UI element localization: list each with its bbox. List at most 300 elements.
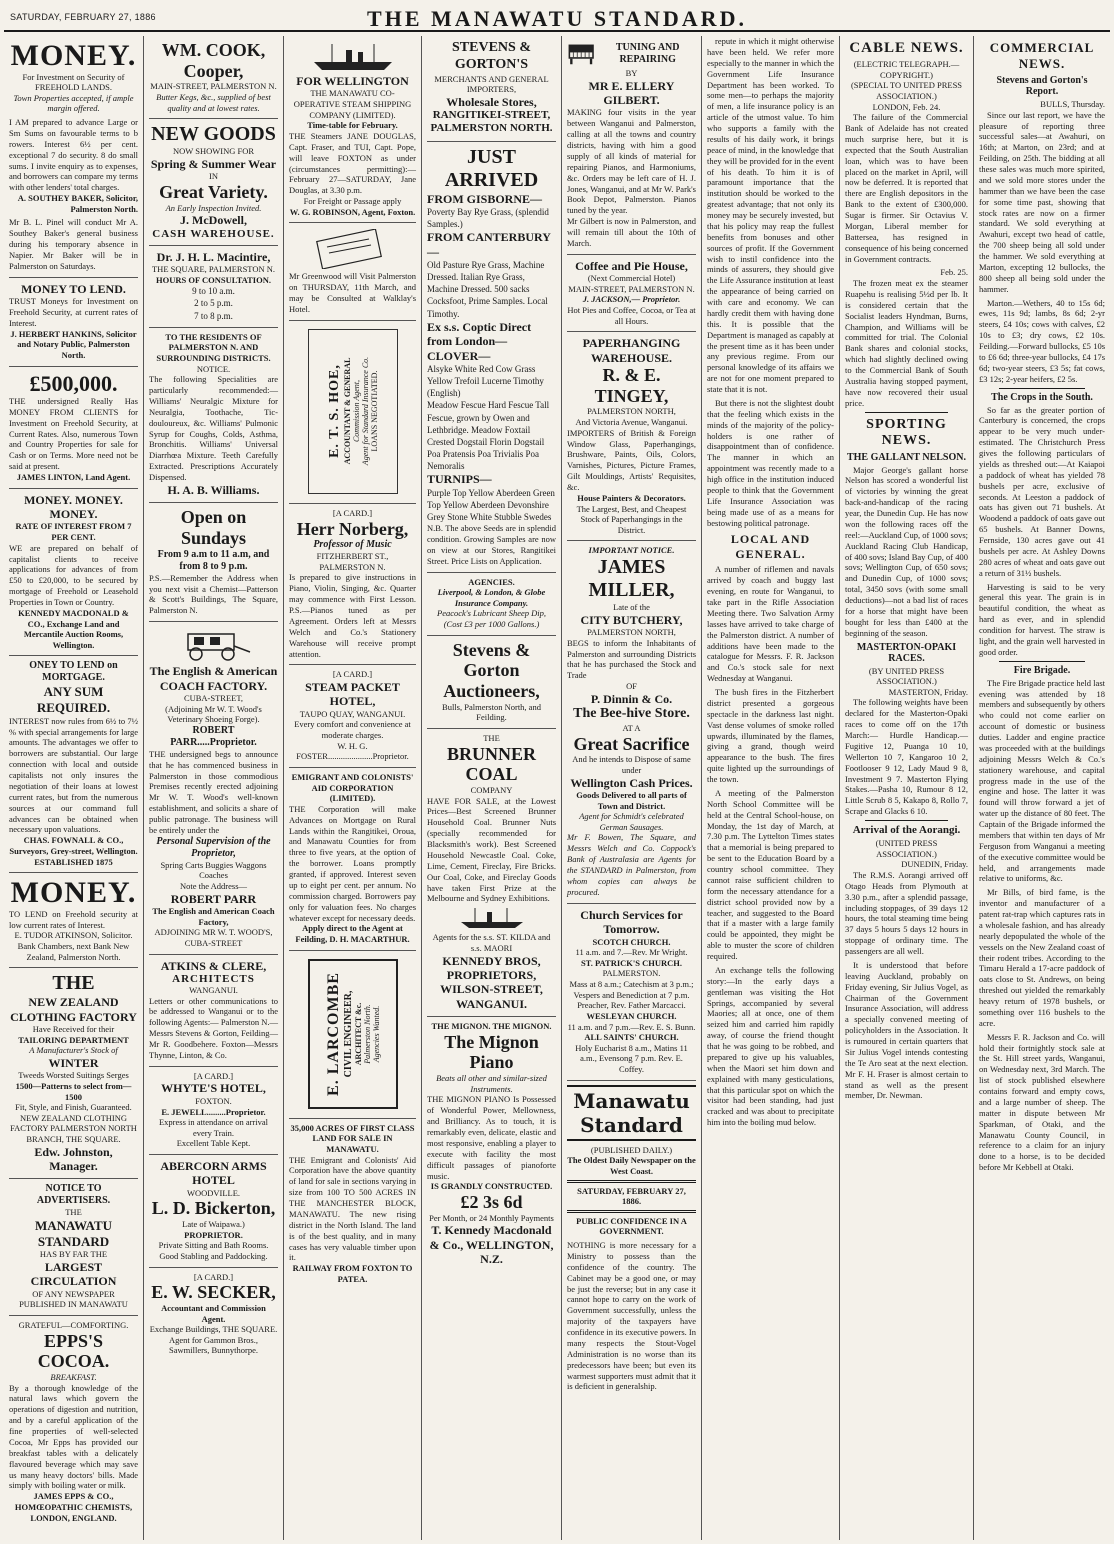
- masthead: [4, 2, 1110, 32]
- ad-line: Private Sitting and Bath Rooms. Good Stabling and Paddocking.: [158, 1240, 269, 1261]
- section-heading: Church Services for Tomorrow.: [580, 907, 683, 937]
- editorial-headline: PUBLIC CONFIDENCE IN A GOVERNMENT.: [576, 1215, 687, 1237]
- ad-body: HAVE FOR SALE, at the Lowest Prices—Best Screened Brunner Household Coal. Brunner Nuts (specially recommended for Blacksmith's work). Best Screened Household Newcastle Coal. Coke, Lime, Cement, Fireclay, Fire Bricks. Our Coal, Coke, and Fireclay Goods have taken First Prize at the Melbourne and Sydney Exhibitions.: [427, 795, 556, 904]
- ad-line: L. D. Bickerton,: [151, 1198, 276, 1219]
- divider: [999, 661, 1085, 662]
- ad-vertical-text: [327, 357, 379, 465]
- ad-heading: AGENCIES.: [468, 576, 515, 587]
- ad-line: Old Pasture Rye Grass, Machine Dressed. Italian Rye Grass, Machine Dressed. 500 sacks Cocksfoot, Prime Samples. Local Timothy.: [427, 260, 548, 319]
- divider: [567, 1180, 696, 1183]
- ad-tingey: [567, 332, 696, 541]
- column-6: [702, 36, 840, 1540]
- ad-secker: [149, 1268, 278, 1361]
- coach-illustration: [174, 628, 254, 662]
- ad-line: Agencies Wanted.: [371, 1005, 381, 1063]
- ad-paper-name: MANAWATU STANDARD: [34, 1218, 113, 1249]
- ad-signature: J. HERBERT HANKINS, Solicitor and Notary Public, Palmerston North.: [10, 328, 137, 361]
- ad-heading: NOTICE TO ADVERTISERS.: [36, 1183, 111, 1207]
- ad-vertical-box: [308, 959, 398, 1109]
- ad-mignon-piano: [427, 1017, 556, 1271]
- divider: [865, 412, 948, 413]
- ad-line: [A CARD.]: [193, 1271, 234, 1282]
- ad-line: HAS BY FAR THE: [39, 1249, 108, 1260]
- ad-line: RANGITIKEI-STREET, PALMERSTON NORTH.: [430, 109, 553, 135]
- section-heading-commercial: COMMERCIAL NEWS.: [989, 40, 1095, 71]
- ad-signature: H. A. B. Williams.: [167, 482, 260, 497]
- ad-heading: STEVENS & GORTON'S: [452, 40, 531, 72]
- ad-line: 9 to 10 a.m.: [192, 286, 235, 297]
- dateline: MASTERTON, Friday.: [888, 686, 968, 697]
- ad-line: PALMERSTON NORTH,: [587, 627, 676, 638]
- sub-heading: Arrival of the Aorangi.: [852, 824, 961, 836]
- ad-james-miller: [567, 541, 696, 903]
- news-paragraph: Major George's gallant horse Nelson has scored a wonderful list of victories by winning the great back-and-handicap of the racing year, the Dunedin Cup. He has now won the following races off the reel:—Auckland Cup, of 1000 sovs; Auckland Racing Club Handicap, of 400 sovs; Island Bay Cup, of 400 sovs; Wellington Cup, of 650 sovs; and Dunedin Cup, of 1000 sovs; total, 3450 sovs (with some small deductions)—not a bad list of races for a horse that might have been bought for less than £400 at the beginning of the season.: [845, 464, 968, 638]
- ad-line: ARCHITECTS: [172, 972, 255, 985]
- ad-steam-shipping: [289, 36, 416, 223]
- ad-signature: A. SOUTHEY BAKER, Solicitor, Palmerston North.: [17, 193, 138, 214]
- column-3: [284, 36, 422, 1540]
- ad-heading: MONEY TO LEND.: [21, 281, 126, 296]
- dateline: BULLS, Thursday.: [1040, 99, 1105, 109]
- ad-line: Note the Address—: [179, 881, 248, 892]
- ad-body: THE Corporation will make Advances on Mortgage on Rural Lands within the Rangitikei, Oroua, and Manawatu Counties for from three to five years, at the option of the borrower. Loans promptly granted, if approved. Interest seven up to eight per cent. per annum. No commission charged. Borrowers pay only for valuation fees. No charges whatever except for necessary deeds.: [289, 803, 416, 923]
- ad-body: TO LEND on Freehold security at low current rates of Interest.: [9, 908, 138, 930]
- ad-money-to-lend-hankins: [9, 278, 138, 367]
- divider: [865, 820, 948, 821]
- ad-heading: PAPERHANGING WAREHOUSE.: [582, 336, 681, 365]
- news-paragraph: So far as the greater portion of Canterbury is concerned, the crops appear to be very much under-estimated. The Christchurch Press gives the following particulars of yields as threshed out:—At Kaiapoi a paddock of wheat has yielded 78 bushels per acre, exclusive of seconds. At Leeston a paddock of oats has given out 71 bushels. At Woodend a paddock of oats gave out 65 bushels. At Banner Downs, Fernside, 130 acres gave out 41 bushels per acre. At Ashley Downs 280 acres of wheat and oats gave out a return of 31½ bushels.: [979, 404, 1105, 578]
- ad-body: THE Emigrant and Colonists' Aid Corporation have the above quantity of land for sale in sections varying in size from 100 TO 500 ACRES IN THE MANCHESTER BLOCK, MANAWATU. The new rising district in the North Island. The land is of the best quality, and in many cases has very valuable timber upon it.: [289, 1154, 416, 1263]
- church-name: ST. PATRICK'S CHURCH.: [580, 957, 683, 968]
- dateline: (ELECTRIC TELEGRAPH.—COPYRIGHT.): [853, 59, 960, 80]
- ad-whytes-hotel: [149, 1067, 278, 1155]
- ad-heading: Coffee and Pie House,: [575, 258, 688, 273]
- ad-body: IMPORTERS of British & Foreign Window Glass, Paperhangings, Brushware, Paints, Oils, Colors, Varnishes, Pictures, Picture Frames, Gilt Mouldings, Artists' Requisites, &c.: [567, 427, 696, 493]
- sub-heading: THE GALLANT NELSON.: [846, 451, 966, 463]
- steamship-illustration: [308, 42, 398, 72]
- ad-heading: ABERCORN ARMS HOTEL: [160, 1159, 267, 1188]
- ad-heading: MONEY.: [10, 876, 137, 910]
- ad-greenwood: [289, 223, 416, 321]
- ad-stevens-gorton: [427, 36, 556, 142]
- ad-line: And Victoria Avenue, Wanganui.: [575, 417, 688, 428]
- ad-brunner-coal: [427, 729, 556, 1017]
- ad-heading: The Mignon Piano: [444, 1031, 539, 1073]
- ad-line: Agent for Schmidt's celebrated German Sausages.: [579, 811, 684, 832]
- ad-hoe: [289, 321, 416, 504]
- column-8: [974, 36, 1110, 1540]
- ad-williams-chemist: [149, 328, 278, 504]
- ad-heading: FOR WELLINGTON: [296, 74, 409, 88]
- sub-heading: The Crops in the South.: [991, 391, 1093, 403]
- ad-line: THE: [483, 732, 500, 743]
- ad-body: By a thorough knowledge of the natural laws which govern the operations of digestion and nutrition, and by a careful application of the fine properties of well-selected Cocoa, Mr Epps has provided our breakfast tables with a delicately flavoured beverage which may save us many heavy doctors' bills. Made simply with boiling water or milk.: [9, 1382, 138, 1491]
- ad-line: FITZHERBERT ST., PALMERSTON N.: [316, 551, 389, 572]
- dateline: LONDON, Feb. 24.: [872, 101, 941, 112]
- ad-line: Ex s.s. Coptic Direct from London—: [427, 319, 532, 349]
- sub-heading: MASTERTON-OPAKI RACES.: [856, 641, 957, 664]
- ad-heading: Dr. J. H. L. Macintire,: [156, 249, 271, 264]
- paper-frequency: (PUBLISHED DAILY.): [590, 1144, 673, 1155]
- ad-line: Butter Kegs, &c., supplied of best quality and at lowest rates.: [156, 92, 271, 113]
- ad-line: [A CARD.]: [332, 669, 373, 680]
- ad-line: The Bee-hive Store.: [573, 706, 690, 722]
- ad-vertical-box: [308, 329, 398, 494]
- ad-heading: EPPS'S COCOA.: [37, 1330, 110, 1372]
- ad-body: Mr Greenwood will Visit Palmerston on THURSDAY, 11th March, and may be Consulted at Walklay's Hotel.: [289, 271, 416, 315]
- ad-heading: E. W. SECKER,: [151, 1282, 276, 1303]
- ad-body: N.B. The above Seeds are in splendid condition. Growing Samples are now on view at our Stores, Rangitikei Street. Price Lists on Application.: [427, 523, 556, 566]
- ad-line: Late of the: [613, 602, 650, 613]
- local-general-news: [707, 564, 834, 1128]
- ad-line: The English and American Coach Factory,: [152, 906, 275, 927]
- ad-line: Bulls, Palmerston North, and Feilding.: [442, 701, 541, 723]
- ad-nz-clothing-factory: [9, 968, 138, 1179]
- ad-body: BEGS to inform the Inhabitants of Palmerston and surrounding Districts that he has purchased the Stock and Trade: [567, 637, 696, 681]
- church-times: 11 a.m. and 7.—Rev. Mr Wright.: [575, 947, 688, 958]
- ad-line: LOANS NEGOTIATED.: [369, 370, 379, 452]
- ad-the: THE: [52, 972, 95, 995]
- ad-heading: NEW GOODS: [151, 123, 276, 146]
- news-paragraph: The failure of the Commercial Bank of Adelaide has not created much surprise here, but it is expected that the South Australian loan, which was to have been placed on the market in April, will now be deferred. It is reported that there are English depositors in the Bank to the extent of £300,000. Sugar is firmer. Sir Octavius V. Morgan, Liberal member for Battersea, has resigned in consequence of his being concerned in Government contracts.: [845, 112, 968, 264]
- ad-35000-acres: [289, 1119, 416, 1290]
- ad-line: Wholesale Stores,: [446, 94, 537, 109]
- piano-icon: [567, 40, 595, 68]
- ad-line: THE MIGNON. THE MIGNON.: [431, 1021, 552, 1032]
- ad-line: RAILWAY FROM FOXTON TO PATEA.: [292, 1263, 413, 1284]
- ad-line: Peacock's Lubricant Sheep Dip, (Cost £3 per 1000 Gallons.): [437, 608, 546, 630]
- ad-heading: STEAM PACKET HOTEL,: [305, 680, 400, 709]
- ad-line: Late of Waipawa.): [182, 1219, 245, 1230]
- column-5: [562, 36, 702, 1540]
- news-paragraph: An exchange tells the following story:—In the early days a gentleman was visiting the Hot Springs, accompanied by several Maories; all at once, one of them seized him and carried him rapidly away, of course the friend thought that he was going to be robbed, and prepared to give up his valuables, when the Maori set him down and explained with many gesticulations, that this particular spot on which the visitor had been standing, had just cracked and was about to precipitate him into the boiling mud below.: [707, 964, 834, 1128]
- ad-heading: BRUNNER COAL: [446, 743, 536, 785]
- news-paragraph: The Fire Brigade practice held last evening was attended by 18 members and subsequently by others who could not come earlier on account of domestic or business duties. Ladder and engine practice was proceeded with at the buildings adjoining Messrs Welch & Co.'s stationery warehouse, and capital progress made in the use of the engine and hose. The latter it was found will throw forward a jet of water up the distance of 80 feet. The Captain of the Brigade informed the members that within ten days of Mr Ferguson from Wanganui a meeting of the executive committee would be held, and arrangements made relative to uniforms, &c.: [979, 677, 1105, 884]
- ad-signature: KENNEDY MACDONALD & CO., Exchange Land and Mercantile Auction Rooms, Wellington.: [18, 607, 129, 650]
- ad-line: Accountant and Commission Agent.: [161, 1302, 266, 1324]
- ad-line: THE MANAWATU CO-OPERATIVE STEAM SHIPPING COMPANY (LIMITED).: [293, 88, 412, 120]
- ad-line: Goods Delivered to all parts of Town and District.: [576, 789, 687, 811]
- ad-rate: RATE OF INTEREST FROM 7 PER CENT.: [15, 521, 132, 543]
- ad-line: House Painters & Decorators.: [577, 492, 686, 503]
- ad-line: ARCHITECT &c.: [353, 1002, 363, 1065]
- ad-line: CASH WAREHOUSE.: [152, 227, 275, 240]
- ad-line: CLOVER—: [427, 348, 491, 363]
- ad-wm-cook: [149, 36, 278, 119]
- ad-heading: MR E. ELLERY GILBERT.: [588, 78, 675, 108]
- ad-line: HOURS OF CONSULTATION.: [155, 274, 271, 285]
- news-paragraph: The frozen meat ex the steamer Ruapehu is realising 5½d per lb. It is considered certain that the Socialist leaders Hyndman, Burns, Champion, and Williams will be committed for trial. The Colonial Bank shares and colonial stocks, which had slightly declined owing to the Commercial Bank of South Australia having stopped payment, have now recovered their usual price.: [845, 278, 968, 408]
- news-paragraph: The following weights have been declared for the Masterton-Opaki races to come off on the 17th March:— Hurdle Handicap.—Fugitive 12, Puanga 10 10, Wellerton 10 7, Kangaroo 10 2, Footlooser 9 12, Lady Maud 9 8, Investment 9 7. Masterton Flying Stakes.—Pasha 10, Rumour 8 12, Little Scrub 8 5, Kakapo 8, Rollo 7, Scrape and Glacks 6 10.: [845, 697, 968, 817]
- ad-heading: Open on Sundays: [180, 507, 247, 548]
- ad-line: PALMERSTON NORTH,: [587, 406, 676, 417]
- ad-line: NEW ZEALAND CLOTHING FACTORY PALMERSTON NORTH BRANCH, THE SQUARE.: [10, 1112, 137, 1145]
- ad-line: TAUPO QUAY, WANGANUI.: [299, 708, 406, 719]
- ad-line: Mr F. Bowen, The Square, and Messrs Welch and Co. Coppock's Bank of Australasia are Agents for the STANDARD in Palmerston, from whom copies can always be procured.: [567, 832, 696, 897]
- column-1: [4, 36, 144, 1540]
- ad-line: Mr Gilbert is now in Palmerston, and will remain till about the 10th of March.: [567, 216, 696, 248]
- ad-line: TAILORING DEPARTMENT: [18, 1034, 129, 1045]
- masthead-title: THE MANAWATU STANDARD.: [367, 6, 747, 31]
- ad-new-goods: [149, 119, 278, 245]
- ad-line: Express in attendance on arrival every Train.: [158, 1117, 269, 1138]
- editorial-continued: [707, 36, 834, 528]
- dateline: (SPECIAL TO UNITED PRESS ASSOCIATION.): [850, 80, 963, 101]
- ad-signature: E. TUDOR ATKINSON, Solicitor. Bank Chambers, next Bank New Zealand, Palmerston North.: [14, 930, 133, 962]
- ad-heading: TO THE RESIDENTS OF PALMERSTON N. AND SURROUNDING DISTRICTS.: [156, 331, 271, 363]
- commercial-report: [979, 110, 1105, 385]
- ad-signature: Edw. Johnston, Manager.: [34, 1144, 113, 1174]
- ad-heading: JAMES MILLER,: [588, 556, 675, 602]
- ad-line: 1500—Patterns to select from—1500: [15, 1080, 132, 1102]
- ad-line: Fit, Style, and Finish, Guaranteed.: [15, 1102, 132, 1113]
- ad-body: MAKING four visits in the year between Wanganui and Palmerston, calling at all the towns and country districts, having with him a good supply of all kinds of material for repairing Pianos, and Harmoniums, &c. Orders may be left care of H. J. Jones, Wanganui, and at Mr W. Park's Book Depot, Palmerston. Pianos tuned by the year.: [567, 107, 696, 216]
- ad-line: Every comfort and convenience at moderate charges.: [294, 719, 411, 741]
- ad-line: Purple Top Yellow Aberdeen Green Top Yellow Aberdeen Devonshire Grey Stone White Stubble Swedes: [427, 487, 555, 522]
- ad-line: Professor of Music: [313, 539, 392, 551]
- ad-body: I AM prepared to advance Large or Sm Sums on favourable terms to b rowers. Interest 6½ per cent. exceptional 7 do security. 8 do small sums. I invite enquiry as to expenses, and borrowers can compare my terms with other lenders' total charges.: [9, 117, 138, 193]
- ad-heading: £500,000.: [29, 370, 118, 396]
- ad-atkins-clere: [149, 955, 278, 1067]
- ad-line: (Next Commercial Hotel): [587, 273, 676, 284]
- church-name: WESLEYAN CHURCH.: [586, 1010, 677, 1021]
- race-weights: [845, 697, 968, 817]
- church-times: 11 a.m. and 7 p.m.—Rev. E. S. Bunn.: [567, 1021, 696, 1032]
- ad-line: An Early Inspection Invited.: [165, 202, 262, 213]
- column-2: [144, 36, 284, 1540]
- editorial-body: NOTHING is more necessary for a Ministry to possess than the confidence of the country. The Cabinet may be a good one, or may be just the reverse; but in any case it cannot hope to carry on the work of Government successfully, unless the majority of the taxpayers have confidence in its executive powers. In many respects the Stout-Vogel Administration is no worse than its predecessors have been; but even its warmest supporters must admit that it is deficient in generalship.: [567, 1240, 696, 1392]
- ad-signature: ROBERT PARR.....Proprietor.: [170, 724, 257, 748]
- ad-line: Time-table for February.: [307, 120, 398, 131]
- ad-line: GRATEFUL—COMFORTING.: [18, 1319, 129, 1330]
- ad-line: For Freight or Passage apply: [303, 196, 402, 207]
- ad-piano-tuning: [567, 36, 696, 255]
- ad-line: OF: [626, 681, 637, 692]
- dateline: (UNITED PRESS ASSOCIATION.): [875, 838, 938, 859]
- ad-line: LARGEST CIRCULATION: [30, 1259, 117, 1289]
- ad-notice-to-advertisers: [9, 1179, 138, 1315]
- ad-heading: WM. COOK, Cooper,: [161, 40, 266, 81]
- ad-heading: Herr Norberg,: [296, 518, 409, 539]
- newspaper-page: [4, 2, 1110, 1542]
- ad-signature: JAMES LINTON, Land Agent.: [16, 472, 131, 483]
- ad-signature: JAMES EPPS & CO., HOMŒOPATHIC CHEMISTS, LONDON, ENGLAND.: [14, 1491, 133, 1523]
- ad-mortgage: [9, 656, 138, 873]
- paper-tagline: The Oldest Daily Newspaper on the West Coast.: [567, 1155, 696, 1176]
- ad-body: THE Steamers JANE DOUGLAS, Capt. Fraser, and TUI, Capt. Pope, will leave FOXTON as under (circumstances permitting):— February 27—SATURDAY, Jane Douglas, at 3.30 p.m.: [289, 130, 416, 196]
- ad-line: 2 to 5 p.m.: [194, 298, 233, 309]
- ad-line: TURNIPS—: [427, 472, 492, 487]
- ad-signature: KENNEDY BROS, PROPRIETORS, WILSON-STREET, WANGANUI.: [440, 953, 543, 1011]
- ad-money-kennedy: [9, 489, 138, 657]
- ad-epps-cocoa: [9, 1316, 138, 1528]
- ad-line: Exchange Buildings, THE SQUARE.: [149, 1324, 278, 1335]
- ad-line: Per Month, or 24 Monthly Payments: [429, 1212, 554, 1223]
- ad-line: R. & E. TINGEY,: [594, 365, 669, 406]
- ad-signature: J. JACKSON,— Proprietor.: [582, 294, 681, 305]
- ad-heading: E. T. S. HOE,: [326, 364, 342, 459]
- ad-line: CUBA-STREET,: [183, 692, 244, 703]
- ad-line: (Adjoining Mr W. T. Wood's Veterinary Shoeing Forge).: [165, 703, 262, 725]
- section-heading-local: LOCAL AND GENERAL.: [730, 532, 811, 562]
- ad-line: BREAKFAST.: [50, 1371, 97, 1382]
- ad-line: 7 to 8 p.m.: [194, 310, 233, 321]
- ad-body: THE undersigned Really Has MONEY FROM CLIENTS for Investment on Freehold Security, at Current Rates. Also, numerous Town and Country Properties for sale for Cash or on Terms. More need not be said at present.: [9, 395, 138, 472]
- news-paragraph: It is understood that before leaving Auckland, probably on Friday evening, Sir Julius Vogel, as Chairman of the Government Insurance Association, will address a specially convened meeting of policyholders in the Association. It is rumoured in certain quarters that Sir Julius Vogel intends contesting the Te Aro seat at the next election. Mr F. H. Fraser is almost certain to stand as well as the present member, Dr. Newman.: [845, 959, 968, 1101]
- ad-heading: The English & American COACH FACTORY.: [149, 664, 278, 693]
- ad-line: CIVIL ENGINEER,: [342, 990, 354, 1078]
- ad-line: ACCOUNTANT & GENERAL: [342, 357, 352, 465]
- ad-line: TUNING AND REPAIRING: [615, 42, 680, 65]
- ad-heading: EMIGRANT AND COLONISTS' AID CORPORATION (LIMITED).: [291, 771, 414, 804]
- ad-subheading: For Investment on Security of FREEHOLD LANDS.: [22, 71, 125, 93]
- steamship-illustration: [457, 906, 527, 930]
- ad-line: ROBERT PARR: [170, 891, 257, 906]
- ad-line: COMPANY: [470, 784, 513, 795]
- ad-body: THE undersigned begs to announce that he has commenced business in Palmerston in those commodious Premises recently erected adjoining Mr W. T. Wood's well-known establishment, and solicits a share of public patronage. The business will be entirely under the: [149, 748, 278, 835]
- ad-money-baker: [9, 36, 138, 278]
- ad-line: [A CARD.]: [193, 1070, 234, 1081]
- church-location: PALMERSTON.: [602, 968, 661, 979]
- ad-heading: JUST ARRIVED: [444, 145, 539, 191]
- ad-line: WOODVILLE.: [186, 1187, 241, 1198]
- ad-line: And he intends to Dispose of same under: [572, 754, 691, 775]
- ad-vertical-text: [325, 972, 381, 1096]
- ad-line: BY: [625, 68, 638, 78]
- ad-body: Is prepared to give instructions in Piano, Violin, Singing, &c. Quarter may commence with First Lesson. P.S.—Pianos tuned as per Agreement. Orders left at Messrs Welch and Co.'s Stationery Warehouse will receive prompt attention.: [289, 572, 416, 659]
- ad-line: NOTICE.: [196, 363, 231, 374]
- news-paragraph: Harvesting is said to be very general this year. The grain is in beautiful condition, the wheat as hard as ever, and in splendid condition for harvest. The straw is light, and the grain well harvested in good order.: [979, 581, 1105, 657]
- ad-heading: 35,000 ACRES OF FIRST CLASS LAND FOR SALE IN MANAWATU.: [290, 1122, 415, 1154]
- news-paragraph: The bush fires in the Fitzherbert district presented a gorgeous spectacle in the darkness last night. Vast dense volumes of smoke rolled upwards, illuminated by the flames, giving a grand, though weird appearance to the bush. The fires quite lighted up the surroundings of the town.: [707, 687, 834, 784]
- church-name: SCOTCH CHURCH.: [592, 936, 671, 947]
- ad-line: NOW SHOWING FOR: [172, 146, 255, 157]
- column-4: [422, 36, 562, 1540]
- ad-agencies: [427, 573, 556, 636]
- paper-nameplate: Manawatu Standard: [567, 1085, 696, 1141]
- dateline: (BY UNITED PRESS ASSOCIATION.): [868, 665, 945, 687]
- cable-news: [845, 112, 968, 408]
- news-paragraph: A meeting of the Palmerston North School Committee will be held at the Central School-house, on Monday, the 1st day of March, at 7.30 p.m. The Lyttelton Times states that a memorial is being prepared to be sent to the Education Board by a country school committee. They cannot raise sufficient children to form the necessary attendance for a district school provided now by a teacher, and suggested to the Board that if a master with a large family could be appointed, they might be able to muster the score of children required.: [707, 787, 834, 961]
- ad-heading: ONEY TO LEND on MORTGAGE.: [29, 660, 118, 684]
- church-times: Holy Eucharist 8 a.m., Matins 11 a.m., Evensong 7 p.m. Rev. E. Coffey.: [575, 1042, 688, 1075]
- dateline: DUNEDIN, Friday.: [901, 859, 968, 870]
- ad-signature: J. McDowell,: [180, 213, 247, 228]
- ad-price: £2 3s 6d: [460, 1192, 523, 1213]
- ad-coach-factory: [149, 622, 278, 954]
- ad-line: WINTER: [48, 1055, 99, 1070]
- editorial-header: [567, 1085, 696, 1237]
- ad-note: Mr B. L. Pinel will conduct Mr A. Southey Baker's general business during his temporary absence in Napier. Mr Baker will be in Palmerston on Saturdays.: [9, 217, 138, 271]
- ad-line: Agents for the s.s. ST. KILDA and s.s. MAORI: [432, 932, 551, 953]
- ad-line: FROM CANTERBURY—: [427, 230, 551, 259]
- editorial-paragraph: But there is not the slightest doubt that the feeling which exists in the minds of the majority of the policy-holders is one rather of disappointment than of confidence. The manner in which an appointment was recently made to a high office in the institution induced people to think that the Government Life Insurance Association was being made use of as a means for bestowing political patronage.: [707, 397, 834, 528]
- ad-line: Great Sacrifice: [573, 733, 690, 754]
- ad-signature: CHAS. FOWNALL & CO., Surveyors, Grey-street, Wellington. ESTABLISHED 1875: [9, 835, 138, 867]
- ad-line: IN: [209, 171, 218, 182]
- ad-subheading: ANY SUM REQUIRED.: [36, 684, 111, 716]
- ad-line: Spring & Summer Wear: [150, 156, 277, 171]
- ad-heading: MONEY.: [10, 39, 137, 72]
- divider: [567, 1210, 696, 1213]
- ad-body: THE MIGNON PIANO Is Possessed of Wonderful Power, Mellowness, and Brilliancy. As to touch, it is remarkably even, delicate, elastic and most responsive, enabling a player to execute with facility the most difficult passages of pianoforte music.: [427, 1094, 556, 1181]
- ad-heading: ATKINS & CLERE,: [160, 958, 267, 973]
- ad-line: From 9 a.m to 11 a.m, and from 8 to 9 p.m.: [157, 548, 270, 572]
- ad-line: THE SQUARE, PALMERSTON N.: [151, 263, 276, 274]
- ad-line: Wellington Cash Prices.: [570, 775, 693, 790]
- section-heading-sporting: SPORTING NEWS.: [866, 416, 947, 448]
- ad-line: Great Variety.: [159, 181, 268, 202]
- editorial-paragraph: repute in which it might otherwise have been held. We refer more especially to the manner in which the Government Life Insurance Department has been worked. To some men—to perhaps the majority of men, a life insurance policy is an article of the utmost value. To him who supports a family with the results of his daily work, it brings peace of mind, in the knowledge that they will be provided for in the event of his death. To him it is of paramount importance that the institution should be worked to the greatest advantage; that not only its money may be securely invested, but that his policy may reap the fullest benefits from bonuses and other sources of profit. If the Government wish to instil confidence into the minds of assurers, they should give the Life Assurance institution at least the appearance of being carried on with care and economy. We can hardly credit them with having done this. It is possible that the Department is managed as capably at the present time as it has been under any previous regime. From our personal knowledge of its affairs we are not for one moment prepared to state that it is not.: [707, 36, 834, 394]
- ad-heading: NEW ZEALAND CLOTHING FACTORY: [10, 995, 137, 1024]
- ad-line: WANGANUI.: [189, 984, 238, 995]
- ad-line: Tweeds Worsted Suitings Serges: [18, 1070, 129, 1081]
- ad-line: Spring Carts Buggies Waggons Coaches: [160, 859, 267, 881]
- ad-500000: [9, 367, 138, 489]
- news-paragraph: The R.M.S. Aorangi arrived off Otago Heads from Plymouth at 3.30 p.m., after a splendid passage, including stoppages, of 39 days 12 hours, the total steaming time being 37 days 5 hours 5 days 12 hours in stoppage of ordinary time. The passengers are all well.: [845, 869, 968, 956]
- ad-line: MAIN-STREET, PALMERSTON N.: [150, 81, 277, 92]
- ad-line: The Largest, Best, and Cheapest Stock of Paperhangings in the District.: [576, 503, 687, 535]
- ad-line: FOXTON.: [195, 1095, 232, 1106]
- ad-line: Alsyke White Red Cow Grass Yellow Trefoil Lucerne Timothy (English): [427, 363, 544, 399]
- ad-line: Town Properties accepted, if ample margin offered.: [13, 92, 134, 114]
- ad-tuning-header: [567, 40, 696, 68]
- ad-line: MERCHANTS AND GENERAL IMPORTERS,: [434, 73, 549, 95]
- ad-line: [A CARD.]: [332, 507, 373, 518]
- ad-just-arrived: [427, 142, 556, 573]
- ad-line: MAIN-STREET, PALMERSTON N.: [568, 283, 695, 294]
- ad-money-atkinson: [9, 873, 138, 968]
- ad-heading: IMPORTANT NOTICE.: [588, 545, 675, 556]
- masthead-date: SATURDAY, FEBRUARY 27, 1886: [10, 12, 156, 22]
- ad-line: ADJOINING MR W. T. WOOD'S, CUBA-STREET: [154, 927, 273, 948]
- ad-line: AT A: [622, 723, 641, 734]
- ad-heading: Stevens & Gorton Auctioneers,: [443, 639, 540, 702]
- ad-line: FROM GISBORNE—: [427, 191, 543, 206]
- dentist-card-illustration: [313, 229, 393, 269]
- news-paragraph: Marton.—Wethers, 40 to 15s 6d; ewes, 11s 9d; lambs, 8s 6d; 2-yr steers, £4 10s; cows with calves, £2 10s to £3; dry cows, £2 10s. Feilding.—Forward bullocks, £5 10s to £6 6d; three-year bullocks, £4 17s 6d; two-year steers, £3 5s; fat cows, £3 12s; 2-year heifers, £2 5s.: [979, 297, 1105, 384]
- news-paragraph: Since our last report, we have the pleasure of reporting three successful sales—at Awahuri, on 16th; at Marton, on 23rd; and at Feilding, on 25th. The bidding at all these sales was much more spirited, and we sold more stores under the hammer than we have been the case for some time past, showing that stock rates are now on a firmer standard. We sold everything at Awahuri, except two head of cattle, the 700 sheep being all sold under the hammer. We sold everything at Marton, excepting 12 bullocks, the 800 sheep all being sold under the hammer.: [979, 109, 1105, 294]
- ad-line: P. Dinnin & Co.: [590, 691, 673, 706]
- ad-body: Letters or other communications to be addressed to Wanganui or to the following Agents:— Palmerston N.—Messrs Stevens & Gorton, Feilding—Mr R. Goodbehere. Foxton—Messrs Thynne, Linton, & Co.: [149, 995, 278, 1060]
- ad-line: E. JEWELL.........Proprietor.: [161, 1106, 266, 1117]
- ad-line: PROPRIETOR.: [184, 1229, 243, 1240]
- ad-line: Excellent Table Kept.: [176, 1138, 251, 1149]
- crops-report: [979, 405, 1105, 658]
- ad-herr-norberg: [289, 504, 416, 666]
- news-paragraph: A number of riflemen and navals arrived by coach and buggy last evening, en route for Wanganui, to take part in the Rifle Association Meeting there. Two Salvation Army lasses have arrived to take charge of the Palmerston district. A number of additions have been made to the catalogue for Messrs. F. R. Jackson and Co.'s stock sale for next Wednesday at Wanganui.: [707, 564, 834, 684]
- arrival-news: [845, 870, 968, 1101]
- dateline: Feb. 25.: [940, 267, 968, 278]
- ad-emigrant-corporation: [289, 768, 416, 951]
- fire-brigade-news: [979, 678, 1105, 1173]
- ad-body: WE are prepared on behalf of capitalist clients to receive applications for advances of from £50 to £20,000, to be secured by mortgage of Freehold or Leasehold Properties in Town or Country.: [9, 542, 138, 608]
- ad-body: P.S.—Remember the Address when you next visit a Chemist—Patterson & Scott's Buildings, The Square, Palmerston N.: [149, 572, 278, 616]
- ad-line: CITY BUTCHERY,: [580, 612, 683, 627]
- section-heading-cable: CABLE NEWS.: [849, 40, 964, 56]
- ad-macintire: [149, 246, 278, 328]
- ad-line: Commission Agent,: [351, 380, 361, 443]
- column-7: [840, 36, 974, 1540]
- ad-stevens-gorton-auctioneers: [427, 636, 556, 729]
- church-name: ALL SAINTS' CHURCH.: [584, 1032, 679, 1043]
- ad-line: Poverty Bay Rye Grass, (splendid Samples.): [427, 207, 549, 230]
- church-services: [567, 904, 696, 1081]
- news-paragraph: Messrs F. R. Jackson and Co. will hold their fortnightly stock sale at the St. Hill street yards, Wanganui, on Wednesday next, 3rd March. The list of stock published elsewhere contains forward and empty cows, and a large number of sheep. The matter in dispute between Mr Sparkman, of Otaki, and the Manawatu County Council, in reference to a claim for an injury done to a horse, is to be decided before Mr Kebbell at Otaki.: [979, 1031, 1105, 1173]
- ad-steam-packet-hotel: [289, 665, 416, 768]
- ad-abercorn-arms: [149, 1155, 278, 1268]
- divider: [999, 388, 1085, 389]
